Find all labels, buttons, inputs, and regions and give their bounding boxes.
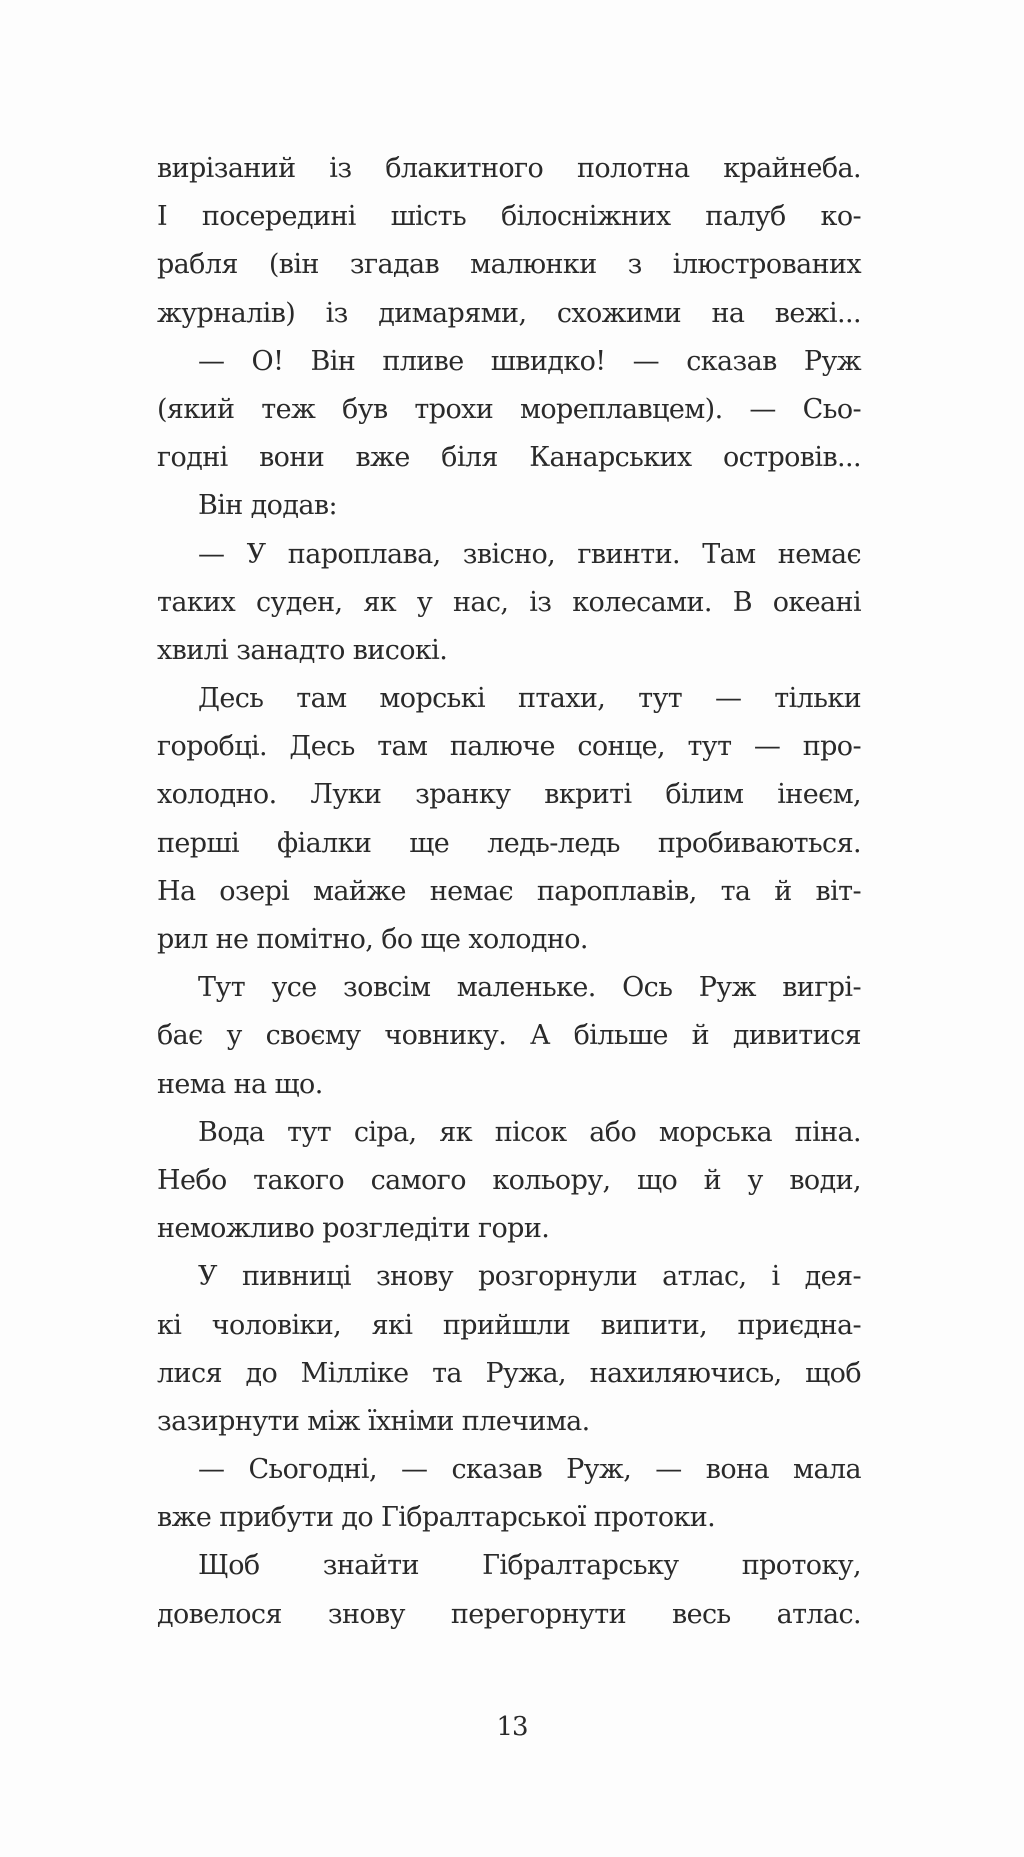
text-line: — У пароплава, звісно, гвинти. Там немає bbox=[198, 538, 861, 570]
page-number: 13 bbox=[496, 1712, 528, 1742]
text-line: Тут усе зовсім маленьке. Ось Руж вигрі- bbox=[198, 972, 861, 1004]
text-line: Вода тут сіра, як пісок або морська піна. bbox=[198, 1116, 861, 1148]
text-line: — Сьогодні, — сказав Руж, — вона мала bbox=[198, 1454, 861, 1486]
text-line: довелося знову перегорнути весь атлас. bbox=[157, 1598, 861, 1630]
text-line: зазирнути між їхніми плечима. bbox=[157, 1405, 590, 1437]
text-line: журналів) із димарями, схожими на вежі... bbox=[157, 297, 861, 329]
text-line: нема на що. bbox=[157, 1068, 323, 1100]
text-line: кі чоловіки, які прийшли випити, приєдна- bbox=[157, 1309, 861, 1341]
text-line: Він додав: bbox=[198, 490, 337, 522]
text-line: рил не помітно, бо ще холодно. bbox=[157, 924, 588, 955]
text-line: годні вони вже біля Канарських островів... bbox=[157, 442, 861, 474]
text-line: У пивниці знову розгорнули атлас, і дея- bbox=[198, 1261, 861, 1293]
text-line: перші фіалки ще ледь-ледь пробиваються. bbox=[157, 827, 861, 859]
text-line: горобці. Десь там палюче сонце, тут — про- bbox=[157, 731, 861, 763]
text-line: (який теж був трохи мореплавцем). — Сьо- bbox=[157, 393, 861, 425]
text-line: вже прибути до Гібралтарської протоки. bbox=[157, 1502, 716, 1534]
text-line: І посередині шість білосніжних палуб ко- bbox=[157, 201, 861, 233]
text-line: Небо такого самого кольору, що й у води, bbox=[157, 1164, 861, 1196]
text-line: холодно. Луки зранку вкриті білим інеєм, bbox=[157, 779, 861, 811]
text-line: лися до Мілліке та Ружа, нахиляючись, щоб bbox=[157, 1357, 861, 1389]
text-line: На озері майже немає пароплавів, та й віт- bbox=[157, 875, 861, 907]
text-line: — О! Він пливе швидко! — сказав Руж bbox=[198, 345, 861, 377]
text-line: вирізаний із блакитного полотна крайнеба. bbox=[157, 153, 861, 184]
text-line: Щоб знайти Гібралтарську протоку, bbox=[198, 1550, 861, 1582]
text-line: таких суден, як у нас, із колесами. В океані bbox=[157, 586, 861, 618]
text-line: бає у своєму човнику. А більше й дивитися bbox=[157, 1020, 861, 1052]
text-line: неможливо розгледіти гори. bbox=[157, 1213, 550, 1245]
text-line: хвилі занадто високі. bbox=[157, 634, 448, 666]
text-line: Десь там морські птахи, тут — тільки bbox=[198, 683, 861, 715]
body-text bbox=[157, 145, 861, 1639]
text-line: рабля (він згадав малюнки з ілюстрованих bbox=[157, 249, 861, 281]
